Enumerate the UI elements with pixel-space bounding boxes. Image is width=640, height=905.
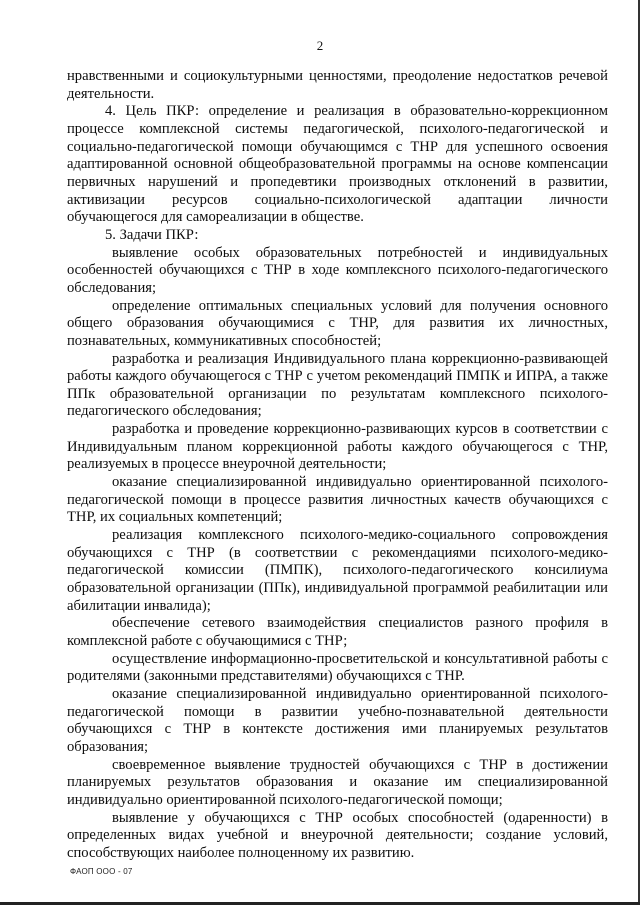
task-item: реализация комплексного психолого-медико-социального сопровождения обучающихся с ТНР (в соответствии с рекомендациями психолого-медико-педагогической комиссии (ПМПК), психолого-педагогического консилиума образовательной организации (ППк), индивидуальной программой реабилитации или абилитации инвалида); <box>67 527 608 614</box>
task-item: оказание специализированной индивидуально ориентированной психолого-педагогической помощи в процессе развития личностных качеств обучающихся с ТНР, их социальных компетенций; <box>67 474 608 526</box>
task-item: своевременное выявление трудностей обучающихся с ТНР в достижении планируемых результатов образования и оказание им специализированной индивидуально ориентированной психолого-педагогической помощи; <box>67 756 608 808</box>
task-item: разработка и проведение коррекционно-развивающих курсов в соответствии с Индивидуальным планом коррекционной работы каждого обучающегося с ТНР, реализуемых в процессе внеурочной деятельности; <box>67 421 608 473</box>
task-item: осуществление информационно-просветительской и консультативной работы с родителями (законными представителями) обучающихся с ТНР. <box>67 650 608 685</box>
document-footer-code: ФАОП ООО - 07 <box>70 867 133 876</box>
task-item: обеспечение сетевого взаимодействия специалистов разного профиля в комплексной работе с обучающимися с ТНР; <box>67 615 608 649</box>
task-item: определение оптимальных специальных условий для получения основного общего образования обучающимися с ТНР, для развития их личностных, познавательных, коммуникативных способностей; <box>67 297 608 349</box>
task-item: выявление у обучающихся с ТНР особых способностей (одаренности) в определенных видах учебной и внеурочной деятельности; создание условий, способствующих наиболее полноценному их развитию. <box>67 809 608 861</box>
paragraph-continuation: нравственными и социокультурными ценностями, преодоление недостатков речевой деятельности. <box>67 68 608 102</box>
paragraph-tasks-heading: 5. Задачи ПКР: <box>105 226 199 243</box>
task-item: разработка и реализация Индивидуального плана коррекционно-развивающей работы каждого обучающегося с ТНР с учетом рекомендаций ПМПК и ИПРА, а также ППк образовательной организации по результатам комплексного психолого-педагогического обследования; <box>67 350 608 420</box>
document-body <box>67 68 608 863</box>
paragraph-goal: 4. Цель ПКР: определение и реализация в образовательно-коррекционном процессе комплексной системы педагогической, психолого-педагогической и социально-педагогической помощи обучающимся с ТНР для успешного освоения адаптированной основной общеобразовательной программы на основе компенсации первичных нарушений и пропедевтики производных отклонений в развитии, активизации ресурсов социально-психологической адаптации личности обучающегося для самореализации в обществе. <box>67 103 608 226</box>
page-number: 2 <box>316 38 324 53</box>
task-item: оказание специализированной индивидуально ориентированной психолого-педагогической помощи в развитии учебно-познавательной деятельности обучающихся с ТНР в контексте достижения ими планируемых результатов образования; <box>67 685 608 755</box>
task-item: выявление особых образовательных потребностей и индивидуальных особенностей обучающихся с ТНР в ходе комплексного психолого-педагогического обследования; <box>67 244 608 296</box>
